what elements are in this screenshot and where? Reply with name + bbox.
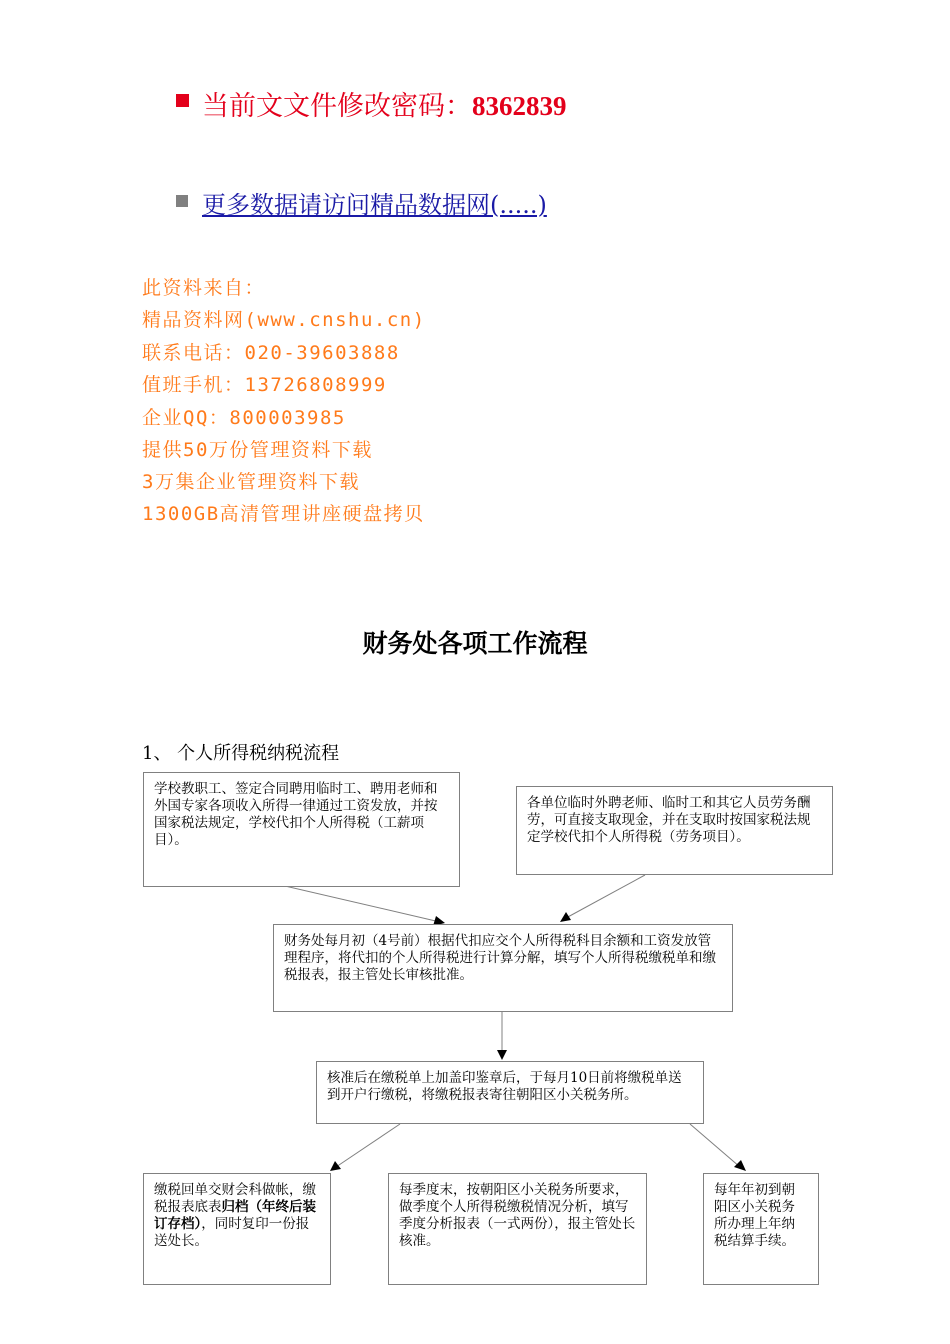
source-line-7: 3万集企业管理资料下载	[142, 471, 360, 493]
flow-box-quarterly-analysis: 每季度末，按朝阳区小关税务所要求，做季度个人所得税缴税情况分析，填写季度分析报表（一式两份），报主管处长核准。	[388, 1173, 647, 1285]
flow-box-archive	[143, 1173, 331, 1285]
source-line-6: 提供50万份管理资料下载	[142, 439, 373, 461]
archive-text-2: ，同时复印一份报送处长。	[154, 1216, 310, 1249]
source-line-3: 联系电话：020-39603888	[142, 342, 400, 364]
flow-box-salary-withholding: 学校教职工、签定合同聘用临时工、聘用老师和外国专家各项收入所得一律通过工资发放，并按国家税法规定，学校代扣个人所得税（工薪项目）。	[143, 772, 460, 887]
password-code: 8362839	[472, 91, 567, 121]
archive-text-bold: 归档（年终后装订存档）	[154, 1199, 316, 1232]
password-label: 当前文文件修改密码：	[202, 91, 472, 122]
flow-box-annual-settlement: 每年年初到朝阳区小关税务所办理上年纳税结算手续。	[703, 1173, 819, 1285]
flow-box-payment: 核准后在缴税单上加盖印鉴章后，于每月10日前将缴税单送到开户行缴税，将缴税报表寄往朝阳区小关税务所。	[316, 1061, 704, 1124]
source-line-1: 此资料来自：	[142, 277, 266, 299]
more-data-link[interactable]: 更多数据请访问精品数据网(.....)	[202, 191, 547, 219]
source-line-8: 1300GB高清管理讲座硬盘拷贝	[142, 503, 425, 525]
source-line-5: 企业QQ：800003985	[142, 407, 346, 429]
source-line-4: 值班手机：13726808999	[142, 374, 387, 396]
flow-box-labor-withholding: 各单位临时外聘老师、临时工和其它人员劳务酬劳，可直接支取现金，并在支取时按国家税法规定学校代扣个人所得税（劳务项目）。	[516, 786, 833, 875]
section-heading: 1、 个人所得税纳税流程	[142, 743, 340, 764]
document-title: 财务处各项工作流程	[362, 629, 588, 658]
archive-text-1: 缴税回单交财会科做帐，缴税报表底表	[154, 1182, 316, 1215]
source-line-2: 精品资料网(www.cnshu.cn)	[142, 309, 426, 331]
flow-box-monthly-calculation: 财务处每月初（4号前）根据代扣应交个人所得税科目余额和工资发放管理程序，将代扣的个人所得税进行计算分解，填写个人所得税缴税单和缴税报表，报主管处长审核批准。	[273, 924, 733, 1012]
